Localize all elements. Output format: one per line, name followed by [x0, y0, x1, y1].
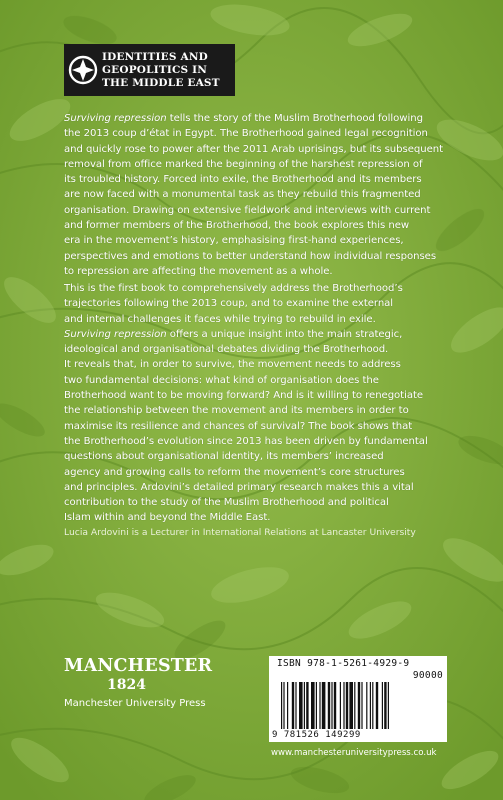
blurb-text: removal from office marked the beginning of the harshest repression of: [64, 158, 423, 170]
barcode-bar: [384, 682, 386, 729]
barcode-bar: [304, 682, 305, 729]
blurb-text: the relationship between the movement and its members in order to: [64, 405, 409, 417]
barcode-bar: [346, 682, 348, 729]
blurb-text: perspectives and emotions to better understand how individual responses: [64, 250, 437, 262]
blurb-text: and quickly rose to power after the 2011 Arab uprisings, but its subsequent: [64, 143, 443, 155]
publisher-year: 1824: [107, 677, 146, 693]
blurb-text: questions about organisational identity, its members’ increased: [64, 451, 384, 463]
blurb-text: tells the story of the Muslim Brotherhood following: [166, 113, 423, 124]
blurb-text: contribution to the study of the Muslim Brotherhood and political: [64, 497, 389, 509]
barcode-bar: [372, 682, 373, 729]
barcode-bar: [306, 682, 308, 729]
series-title-line: IDENTITIES AND: [102, 50, 208, 63]
blurb-paragraph-1: [64, 111, 444, 279]
blurb-line: [64, 495, 444, 510]
series-title-line: THE MIDDLE EAST: [102, 76, 220, 89]
blurb-line: [64, 249, 444, 264]
blurb-line: [64, 480, 444, 495]
blurb-text: and former members of the Brotherhood, the book explores this new: [64, 220, 410, 232]
barcode-bar: [358, 682, 360, 729]
barcode-bar: [382, 682, 383, 729]
blurb-line: [64, 419, 444, 434]
barcode-bar: [376, 682, 378, 729]
blurb-line: [64, 203, 444, 218]
barcode-bar: [366, 682, 367, 729]
blurb-text: agency and growing calls to reform the movement’s core structures: [64, 466, 405, 478]
blurb-line: [64, 157, 444, 172]
blurb-line: [64, 327, 444, 342]
blurb-text: ideological and organisational debates dividing the Brotherhood.: [64, 344, 389, 356]
ean-digits: 9 781526 149299: [272, 730, 361, 740]
blurb-line: [64, 126, 444, 141]
barcode-bar: [343, 682, 344, 729]
blurb-text: its troubled history. Forced into exile, the Brotherhood and its members: [64, 174, 422, 186]
isbn-text: ISBN 978-1-5261-4929-9: [277, 658, 410, 669]
blurb-line: [64, 510, 444, 525]
barcode-bar: [319, 682, 320, 729]
blurb-line: [64, 357, 444, 372]
publisher-press: Manchester University Press: [64, 698, 206, 709]
barcode-bar: [361, 682, 362, 729]
barcode-bar: [322, 682, 326, 729]
barcode-bar: [292, 682, 294, 729]
blurb-line: [64, 264, 444, 279]
blurb-line: [64, 142, 444, 157]
blurb-line: [64, 342, 444, 357]
blurb-line: [64, 233, 444, 248]
blurb-line: [64, 296, 444, 311]
blurb-text: trajectories following the 2013 coup, and to examine the external: [64, 298, 394, 310]
blurb-line: [64, 388, 444, 403]
barcode-bar: [287, 682, 288, 729]
barcode-bar: [340, 682, 341, 729]
blurb-text: Brotherhood want to be moving forward? And is it willing to renegotiate: [64, 390, 424, 402]
blurb-italic-title: Surviving repression: [64, 113, 167, 124]
barcode-bar: [281, 682, 282, 729]
blurb-text: maximise its resilience and chances of survival? The book shows that: [64, 420, 413, 432]
blurb-text: two fundamental decisions: what kind of organisation does the: [64, 374, 379, 386]
barcode-bar: [334, 682, 336, 729]
blurb-line: [64, 218, 444, 233]
blurb-line: [64, 434, 444, 449]
barcode-bar: [283, 682, 284, 729]
blurb-text: to repression are affecting the movement as a whole.: [64, 265, 333, 277]
blurb-text: This is the first book to comprehensively address the Brotherhood’s: [64, 283, 403, 294]
barcode-bar: [331, 682, 332, 729]
series-title-line: GEOPOLITICS IN: [102, 63, 208, 76]
blurb-text: the 2013 coup d’état in Egypt. The Brotherhood gained legal recognition: [64, 128, 428, 140]
blurb-line: [64, 281, 444, 296]
blurb-text: are now faced with a monumental task as they rebuild this fragmented: [64, 189, 421, 201]
series-badge: [64, 44, 235, 96]
blurb-text: organisation. Drawing on extensive fieldwork and interviews with current: [64, 204, 431, 216]
blurb-line: [64, 465, 444, 480]
barcode-bar: [311, 682, 315, 729]
blurb-text: offers a unique insight into the main strategic,: [166, 328, 403, 340]
publisher-logo: [64, 656, 212, 709]
publisher-website: www.manchesteruniversitypress.co.uk: [271, 748, 437, 758]
blurb-line: [64, 187, 444, 202]
blurb-line: [64, 373, 444, 388]
blurb-paragraph-2: [64, 281, 444, 526]
barcode-bar: [349, 682, 353, 729]
blurb-text: It reveals that, in order to survive, the movement needs to address: [64, 359, 401, 371]
blurb-text: and internal challenges it faces while trying to rebuild in exile.: [64, 313, 376, 325]
blurb-italic-title: Surviving repression: [64, 328, 167, 340]
barcode-bar: [370, 682, 371, 729]
blurb-line: [64, 449, 444, 464]
compass-star-icon: [64, 44, 102, 96]
blurb-text: and principles. Ardovini’s detailed primary research makes this a vital: [64, 481, 414, 493]
series-title: [102, 51, 220, 90]
author-bio: Lucia Ardovini is a Lecturer in International Relations at Lancaster University: [64, 527, 416, 538]
barcode-bar: [299, 682, 303, 729]
blurb-line: [64, 111, 444, 126]
blurb-text: Islam within and beyond the Middle East.: [64, 512, 271, 524]
barcode: [269, 656, 447, 742]
blurb-text: era in the movement’s history, emphasising first-hand experiences,: [64, 235, 404, 247]
price-code: 90000: [412, 670, 443, 681]
barcode-bar: [354, 682, 355, 729]
barcode-bar: [295, 682, 296, 729]
barcode-bar: [316, 682, 317, 729]
blurb-text: the Brotherhood’s evolution since 2013 has been driven by fundamental: [64, 435, 428, 447]
barcode-bar: [328, 682, 330, 729]
blurb-line: [64, 312, 444, 327]
blurb-line: [64, 403, 444, 418]
publisher-name: MANCHESTER: [64, 656, 213, 676]
barcode-bar: [388, 682, 389, 729]
blurb-line: [64, 172, 444, 187]
